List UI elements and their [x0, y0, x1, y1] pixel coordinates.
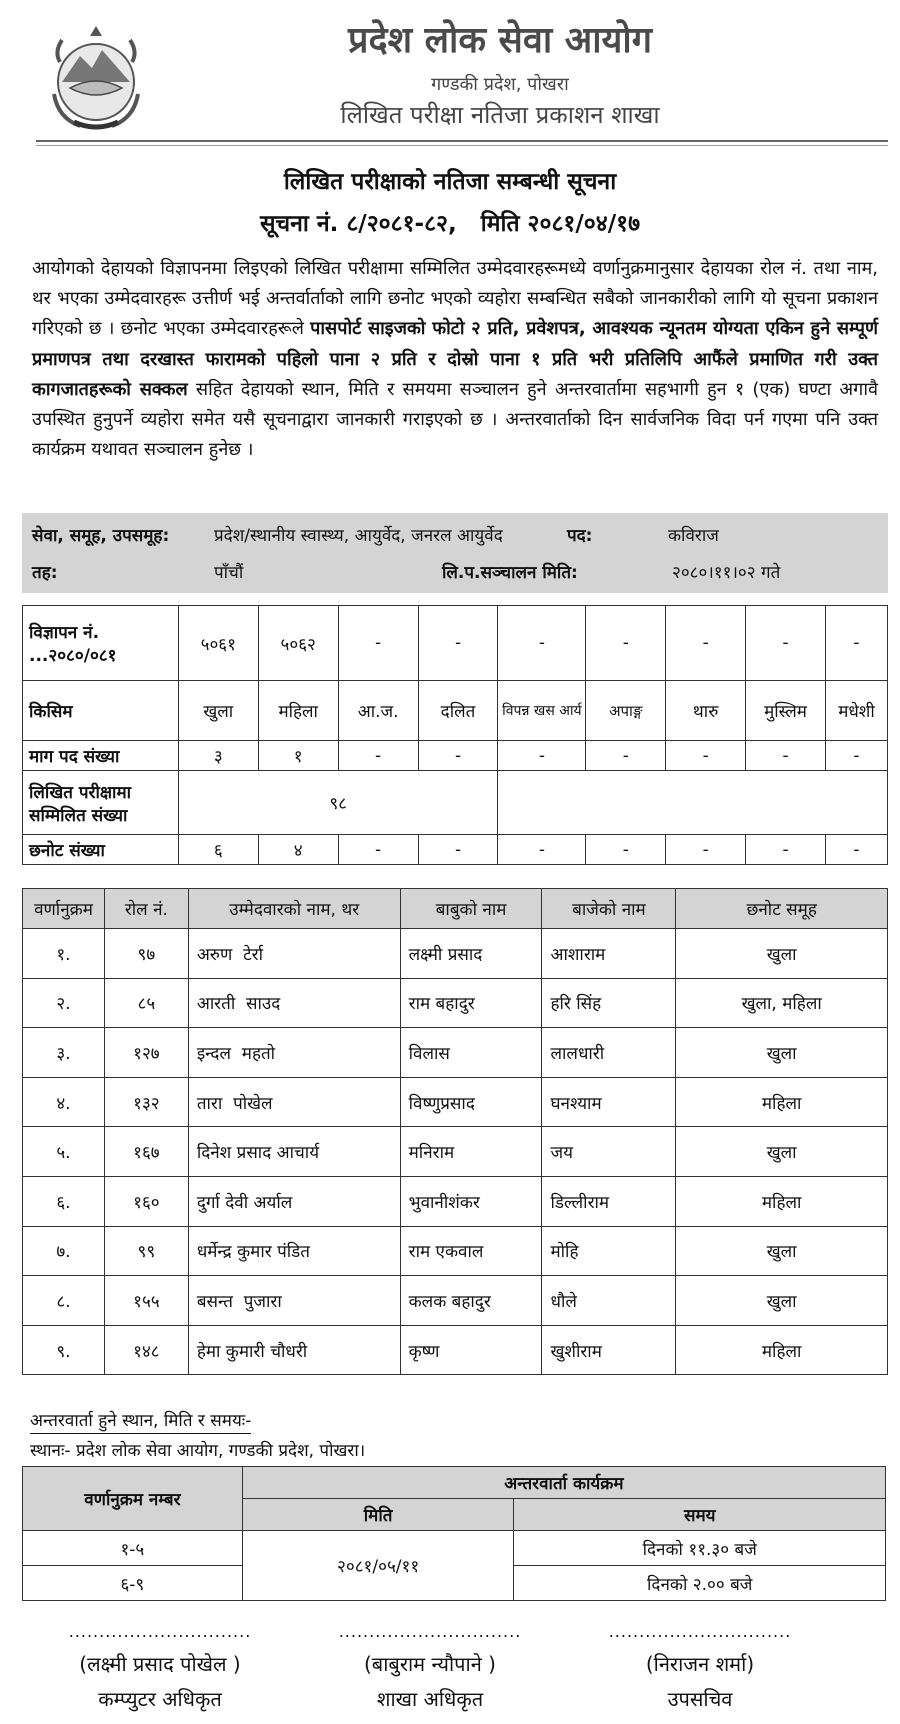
serial-cell: ६. — [23, 1176, 105, 1226]
adv-cell: - — [498, 606, 586, 681]
signature-line: .............................. — [338, 1622, 522, 1641]
adv-label: विज्ञापन नं. ...२०८०/०८१ — [23, 606, 179, 681]
signatory-role: उपसचिव — [667, 1687, 733, 1711]
notice-title: लिखित परीक्षाको नतिजा सम्बन्धी सूचना — [283, 169, 617, 195]
demand-cell: ३ — [178, 741, 258, 771]
candidate-name-cell: आरती साउद — [188, 978, 400, 1028]
demand-cell: - — [586, 741, 666, 771]
interview-venue: स्थानः- प्रदेश लोक सेवा आयोग, गण्डकी प्रदेश, पोखरा। — [30, 1441, 366, 1461]
serial-cell: ४. — [23, 1077, 105, 1127]
roll-cell: १२७ — [104, 1028, 188, 1078]
selected-cell: - — [666, 835, 746, 865]
candidate-name-cell: दिनेश प्रसाद आचार्य — [188, 1127, 400, 1177]
group-cell: महिला — [676, 1077, 888, 1127]
col-header: छनोट समूह — [676, 889, 888, 929]
father-name-cell: विलास — [400, 1028, 542, 1078]
header-divider — [36, 140, 888, 142]
serial-cell: ३. — [23, 1028, 105, 1078]
col-time-header: समय — [514, 1499, 886, 1531]
group-cell: खुला — [676, 1127, 888, 1177]
demand-cell: - — [666, 741, 746, 771]
serial-cell: ९. — [23, 1325, 105, 1375]
signatory-section-officer — [290, 1622, 570, 1712]
serial-cell: ५. — [23, 1127, 105, 1177]
col-order-header: वर्णानुक्रम नम्बर — [23, 1467, 243, 1531]
adv-cell: - — [825, 606, 887, 681]
notice-number: सूचना नं. ८/२०८१-८२, मिति २०८१/०४/१७ — [259, 211, 641, 237]
candidate-name-cell: दुर्गा देवी अर्याल — [188, 1176, 400, 1226]
results-table — [22, 888, 888, 1375]
exam-date-value: २०८०।११।०२ गते — [672, 563, 781, 583]
province-subtitle: गण्डकी प्रदेश, पोखरा — [431, 74, 569, 95]
type-cell: मुस्लिम — [746, 681, 826, 741]
level-label: तह: — [32, 563, 58, 583]
roll-cell: १६७ — [104, 1127, 188, 1177]
signature-line: .............................. — [608, 1622, 792, 1641]
selected-cell: ४ — [258, 835, 338, 865]
type-cell: आ.ज. — [338, 681, 418, 741]
signatory-name: (लक्ष्मी प्रसाद पोखेल ) — [79, 1652, 241, 1676]
grandfather-name-cell: मोहि — [542, 1226, 676, 1276]
table-row — [23, 1028, 888, 1078]
interview-table — [22, 1466, 886, 1601]
type-cell: दलित — [418, 681, 498, 741]
type-label: किसिम — [23, 681, 179, 741]
service-info-band — [22, 513, 888, 593]
demand-cell: - — [746, 741, 826, 771]
interview-date: २०८१/०५/११ — [242, 1531, 514, 1601]
col-header: बाजेको नाम — [542, 889, 676, 929]
signatory-name: (बाबुराम न्यौपाने ) — [364, 1652, 496, 1676]
appeared-count: ९८ — [178, 771, 498, 835]
candidate-name-cell: बसन्त पुजारा — [188, 1276, 400, 1326]
col-date-header: मिति — [242, 1499, 514, 1531]
type-cell: मधेशी — [825, 681, 887, 741]
interview-row — [23, 1531, 886, 1566]
demand-cell: - — [498, 741, 586, 771]
adv-cell: - — [746, 606, 826, 681]
roll-cell: ९७ — [104, 929, 188, 979]
table-row — [23, 1226, 888, 1276]
interview-range: १-५ — [23, 1531, 243, 1566]
notice-text-bold: पासपोर्ट साइजको फोटो २ प्रति, प्रवेशपत्र, आवश्यक न्यूनतम योग्यता एकिन हुने सम्पूर्ण प्रमाणपत्र तथा दरखास्त फारामको पहिलो पाना २ प्रति र दोस्रो पाना १ प्रति भरी प्रतिलिपि आफैंले प्रमाणित गरी उक्त कागजातहरूको सक्कल — [32, 318, 878, 400]
group-cell: महिला — [676, 1176, 888, 1226]
notice-paragraph — [32, 254, 878, 465]
roll-cell: ८५ — [104, 978, 188, 1028]
serial-cell: २. — [23, 978, 105, 1028]
table-row — [23, 978, 888, 1028]
service-label: सेवा, समूह, उपसमूह: — [32, 526, 170, 546]
table-row — [23, 1325, 888, 1375]
type-row — [23, 681, 888, 741]
selected-cell: - — [498, 835, 586, 865]
father-name-cell: मनिराम — [400, 1127, 542, 1177]
notice-text-1: आयोगको देहायको विज्ञापनमा लिइएको लिखित परीक्षामा सम्मिलित उम्मेदवारहरूमध्ये वर्णानुक्रमानुसार देहायका रोल नं. तथा नाम, थर भएका उम्मेदवारहरू उत्तीर्ण भई अन्तर्वार्ताको लागि छनोट भएको व्यहोरा सम्बन्धित सबैको जानकारीको लागि यो सूचना प्रकाशन गरिएको छ । छनोट भएका उम्मेदवारहरूले — [32, 258, 878, 340]
table-row — [23, 1127, 888, 1177]
branch-name: लिखित परीक्षा नतिजा प्रकाशन शाखा — [340, 101, 660, 129]
roll-cell: १५५ — [104, 1276, 188, 1326]
selected-cell: - — [338, 835, 418, 865]
interview-time: दिनको ११.३० बजे — [514, 1531, 886, 1566]
service-value: प्रदेश/स्थानीय स्वास्थ्य, आयुर्वेद, जनरल आयुर्वेद — [214, 526, 503, 546]
interview-head-row — [23, 1467, 886, 1499]
selected-label: छनोट संख्या — [23, 835, 179, 865]
signatory-under-secretary — [560, 1622, 840, 1712]
group-cell: खुला — [676, 929, 888, 979]
exam-date-label: लि.प.सञ्चालन मिति: — [442, 563, 578, 583]
post-label: पद: — [567, 526, 593, 546]
signatory-role: कम्प्युटर अधिकृत — [98, 1687, 222, 1711]
post-value: कविराज — [668, 526, 719, 546]
group-cell: खुला — [676, 1276, 888, 1326]
serial-cell: ७. — [23, 1226, 105, 1276]
type-cell: अपाङ्ग — [586, 681, 666, 741]
type-cell: खुला — [178, 681, 258, 741]
adv-cell: ५०६१ — [178, 606, 258, 681]
table-row — [23, 1176, 888, 1226]
interview-heading: अन्तरवार्ता हुने स्थान, मिति र समयः- — [30, 1408, 251, 1434]
grandfather-name-cell: डिल्लीराम — [542, 1176, 676, 1226]
selected-row — [23, 835, 888, 865]
candidate-name-cell: तारा पोखेल — [188, 1077, 400, 1127]
appeared-row — [23, 771, 888, 835]
roll-cell: १४८ — [104, 1325, 188, 1375]
selected-cell: ६ — [178, 835, 258, 865]
adv-cell: - — [666, 606, 746, 681]
selected-cell: - — [825, 835, 887, 865]
adv-cell: - — [418, 606, 498, 681]
serial-cell: १. — [23, 929, 105, 979]
demand-cell: - — [825, 741, 887, 771]
vacancy-table — [22, 605, 888, 865]
father-name-cell: विष्णुप्रसाद — [400, 1077, 542, 1127]
type-cell: विपन्न खस आर्य — [498, 681, 586, 741]
candidate-name-cell: धर्मेन्द्र कुमार पंडित — [188, 1226, 400, 1276]
level-value: पाँचौं — [214, 563, 244, 583]
roll-cell: १६० — [104, 1176, 188, 1226]
grandfather-name-cell: हरि सिंह — [542, 978, 676, 1028]
serial-cell: ८. — [23, 1276, 105, 1326]
col-program-header: अन्तरवार्ता कार्यक्रम — [242, 1467, 885, 1499]
table-row — [23, 1077, 888, 1127]
father-name-cell: भुवानीशंकर — [400, 1176, 542, 1226]
grandfather-name-cell: जय — [542, 1127, 676, 1177]
adv-cell: - — [338, 606, 418, 681]
results-header-row — [23, 889, 888, 929]
signatory-role: शाखा अधिकृत — [376, 1687, 484, 1711]
demand-cell: १ — [258, 741, 338, 771]
type-cell: महिला — [258, 681, 338, 741]
selected-cell: - — [586, 835, 666, 865]
table-row — [23, 1276, 888, 1326]
grandfather-name-cell: धौले — [542, 1276, 676, 1326]
appeared-empty — [498, 771, 888, 835]
col-header: उम्मेदवारको नाम, थर — [188, 889, 400, 929]
notice-text-2: सहित देहायको स्थान, मिति र समयमा सञ्चालन हुने अन्तरवार्तामा सहभागी हुन १ (एक) घण्टा अगावै उपस्थित हुनुपर्ने व्यहोरा समेत यसै सूचनाद्वारा जानकारी गराइएको छ । अन्तरवार्ताको दिन सार्वजनिक विदा पर्न गएमा पनि उक्त कार्यक्रम यथावत सञ्चालन हुनेछ । — [32, 378, 878, 461]
col-header: रोल नं. — [104, 889, 188, 929]
father-name-cell: कृष्ण — [400, 1325, 542, 1375]
father-name-cell: राम बहादुर — [400, 978, 542, 1028]
grandfather-name-cell: आशाराम — [542, 929, 676, 979]
type-cell: थारु — [666, 681, 746, 741]
father-name-cell: कलक बहादुर — [400, 1276, 542, 1326]
group-cell: महिला — [676, 1325, 888, 1375]
signature-line: .............................. — [68, 1622, 252, 1641]
header-divider-thin — [36, 145, 888, 146]
selected-cell: - — [418, 835, 498, 865]
roll-cell: १३२ — [104, 1077, 188, 1127]
appeared-label: लिखित परीक्षामा सम्मिलित संख्या — [23, 771, 179, 835]
col-header: वर्णानुक्रम — [23, 889, 105, 929]
adv-cell: - — [586, 606, 666, 681]
candidate-name-cell: इन्दल महतो — [188, 1028, 400, 1078]
selected-cell: - — [746, 835, 826, 865]
adv-row — [23, 606, 888, 681]
adv-cell: ५०६२ — [258, 606, 338, 681]
demand-label: माग पद संख्या — [23, 741, 179, 771]
grandfather-name-cell: खुशीराम — [542, 1325, 676, 1375]
demand-row — [23, 741, 888, 771]
group-cell: खुला, महिला — [676, 978, 888, 1028]
roll-cell: ९९ — [104, 1226, 188, 1276]
col-header: बाबुको नाम — [400, 889, 542, 929]
candidate-name-cell: हेमा कुमारी चौधरी — [188, 1325, 400, 1375]
candidate-name-cell: अरुण टेर्रा — [188, 929, 400, 979]
demand-cell: - — [418, 741, 498, 771]
table-row — [23, 929, 888, 979]
commission-title: प्रदेश लोक सेवा आयोग — [348, 20, 652, 61]
signatory-name: (निराजन शर्मा) — [645, 1652, 755, 1676]
father-name-cell: लक्ष्मी प्रसाद — [400, 929, 542, 979]
demand-cell: - — [338, 741, 418, 771]
interview-time: दिनको २.०० बजे — [514, 1566, 886, 1601]
group-cell: खुला — [676, 1226, 888, 1276]
nepal-emblem-logo — [40, 22, 152, 134]
grandfather-name-cell: लालधारी — [542, 1028, 676, 1078]
grandfather-name-cell: घनश्याम — [542, 1077, 676, 1127]
signatory-computer-officer — [20, 1622, 300, 1712]
father-name-cell: राम एकवाल — [400, 1226, 542, 1276]
interview-range: ६-९ — [23, 1566, 243, 1601]
group-cell: खुला — [676, 1028, 888, 1078]
